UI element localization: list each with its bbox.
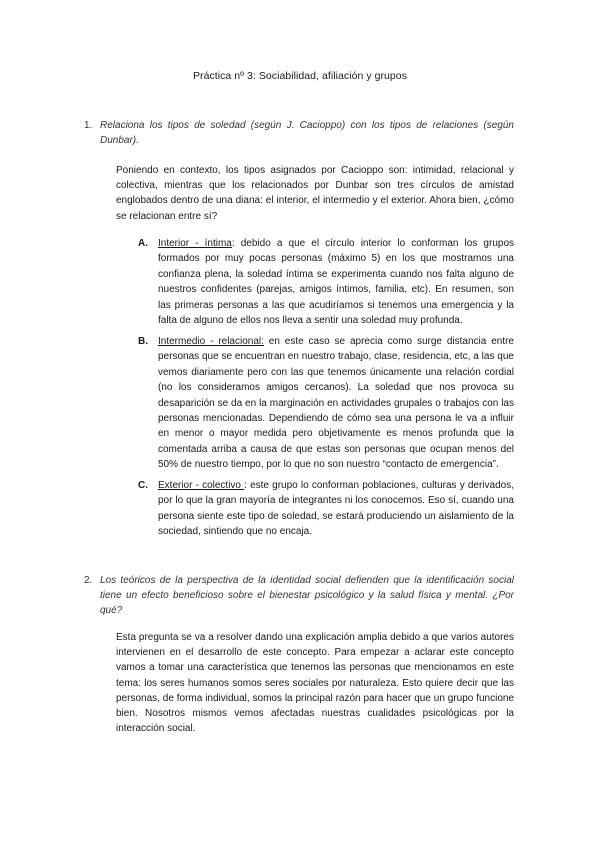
answer-1-intro: Poniendo en contexto, los tipos asignados por Cacioppo son: intimidad, relacional y colectiva, mientras que los relacionados por Dunbar son tres círculos de amistad englobados dentro de una diana: el interior, el intermedio y el exterior. Ahora bien, ¿cómo se relacionan entre sí? [116, 165, 514, 222]
question-text: Relaciona los tipos de soledad (según J. Cacioppo) con los tipos de relaciones (según Dunbar). [100, 120, 514, 146]
list-letter: C. [138, 480, 148, 491]
question-text: Los teóricos de la perspectiva de la identidad social defienden que la identificación social tiene un efecto beneficioso sobre el bienestar psicológico y la salud física y mental. ¿Por qué? [100, 575, 514, 616]
list-letter: A. [138, 238, 148, 249]
item-heading: Exterior - colectivo [158, 480, 245, 491]
list-letter: B. [138, 336, 148, 347]
list-item-c [138, 478, 514, 540]
question-1 [84, 118, 514, 148]
answer-2: Esta pregunta se va a resolver dando una explicación amplia debido a que varios autores intervienen en el desarrollo de este concepto. Para empezar a aclarar este concepto vamos a tomar una característica que tenemos las personas que mencionamos en este tema: los seres humanos somos seres sociales por naturaleza. Esto quiere decir que las personas, de forma individual, somos la principal razón para hacer que un grupo funcione bien. Nosotros mismos vemos afectadas nuestras cualidades psicológicas por la interacción social. [116, 632, 514, 735]
list-item-a [138, 236, 515, 328]
item-text: en este caso se aprecia como surge distancia entre personas que se encuentran en nuestro trabajo, clase, residencia, etc, a las que vemos diariamente pero con las que tenemos únicamente una relación cordial (no los consideramos amigos cercanos). La soledad que nos provoca su desaparición se da en la marginación en actividades grupales o trabajos con las personas mencionadas. Dependiendo de cómo sea una persona le va a influir en menor o mayor medida pero objetivamente es menos profunda que la comentada arriba a causa de que estas son personas que ocupan menos del 50% de nuestro tiempo, por lo que no son nuestro “contacto de emergencia”. [158, 336, 514, 471]
item-text: : este grupo lo conforman poblaciones, culturas y derivados, por lo que la gran mayoría de integrantes ni los conocemos. Eso sí, cuando una persona siente este tipo de soledad, se estará produciendo un aislamiento de la sociedad, sintiendo que no encaja. [158, 480, 514, 538]
question-number: 1. [84, 120, 93, 131]
question-number: 2. [84, 575, 93, 586]
question-2 [84, 573, 514, 618]
page-title: Práctica nº 3: Sociabilidad, afiliación y grupos [192, 70, 407, 82]
list-item-b [138, 334, 514, 473]
item-text: : debido a que el círculo interior lo conforman los grupos formados por muy pocas personas (máximo 5) en los que mostramos una confianza plena, la soledad íntima se experimenta cuando nos falta alguno de nuestros confidentes (parejas, amigos íntimos, familia, etc). En resumen, son las primeras personas a las que acudiríamos si tenemos una emergencia y la falta de alguno de ellos nos lleva a sentir una soledad muy profunda. [158, 238, 515, 327]
item-heading: Intermedio - relacional: [158, 336, 264, 347]
item-heading: Interior - íntima [158, 238, 232, 249]
